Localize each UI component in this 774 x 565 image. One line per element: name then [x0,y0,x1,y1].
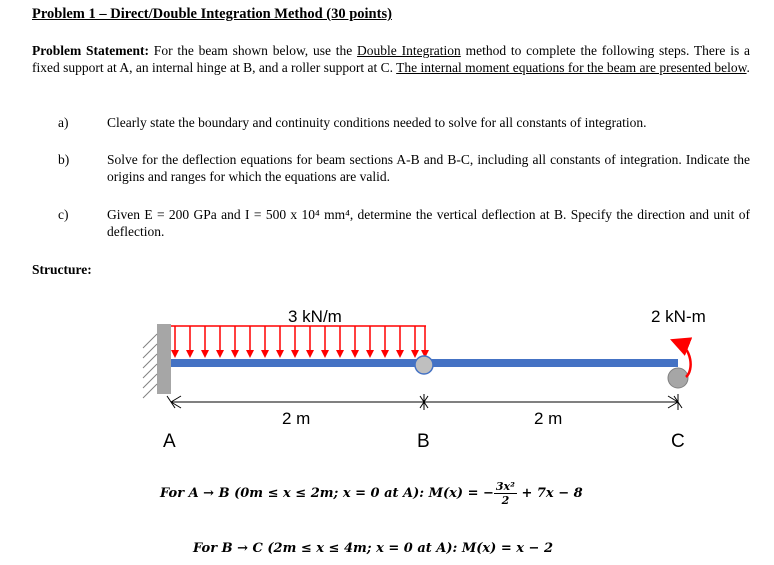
equation-ab-lhs: For A → B (0m ≤ x ≤ 2m; x = 0 at A): M(x) = − [160,486,494,501]
point-a-label: A [163,431,176,452]
item-a-text: Clearly state the boundary and continuity conditions needed to solve for all constants of integration. [107,115,647,130]
statement-text-1: For the beam shown below, use the [149,43,358,58]
distributed-load [171,326,429,358]
item-c-text: Given E = 200 GPa and I = 500 x 10⁴ mm⁴, determine the vertical deflection at B. Specify the direction and unit of deflection. [107,207,750,239]
point-c-label: C [671,431,685,452]
equation-ab-denominator: 2 [501,494,510,507]
equation-bc: For B → C (2m ≤ x ≤ 4m; x = 0 at A): M(x) = x − 2 [193,541,553,556]
statement-label: Problem Statement: [32,43,150,58]
item-a-key: a) [58,115,69,130]
load-label: 3 kN/m [288,307,342,326]
hinge-b [415,356,433,374]
fixed-support-a [143,324,171,398]
equation-ab-fraction [494,480,517,507]
problem-title: Problem 1 – Direct/Double Integration Method (30 points) [32,6,392,22]
roller-c [668,368,688,388]
span-bc-label: 2 m [534,409,563,428]
point-b-label: B [417,431,430,452]
equation-ab [160,480,583,507]
moment-label: 2 kN-m [651,307,706,326]
statement-end: . [746,60,750,75]
span-ab-label: 2 m [282,409,311,428]
statement-text-2: method to complete the following steps. There is a fixed support at A, an internal hinge at B, and a roller support at C. [32,43,750,75]
statement-method: Double Integration [357,43,461,58]
item-b-key: b) [58,152,70,167]
item-b-text: Solve for the deflection equations for beam sections A-B and B-C, including all constants of integration. Indicate the origins and ranges for which the equations are valid. [107,152,750,184]
equation-ab-numerator: 3x² [495,480,515,493]
equation-ab-rhs: + 7x − 8 [521,486,583,501]
statement-underlined: The internal moment equations for the beam are presented below [396,60,747,75]
item-c-key: c) [58,207,69,222]
dimension-lines [167,394,682,410]
structure-label: Structure: [32,262,92,277]
